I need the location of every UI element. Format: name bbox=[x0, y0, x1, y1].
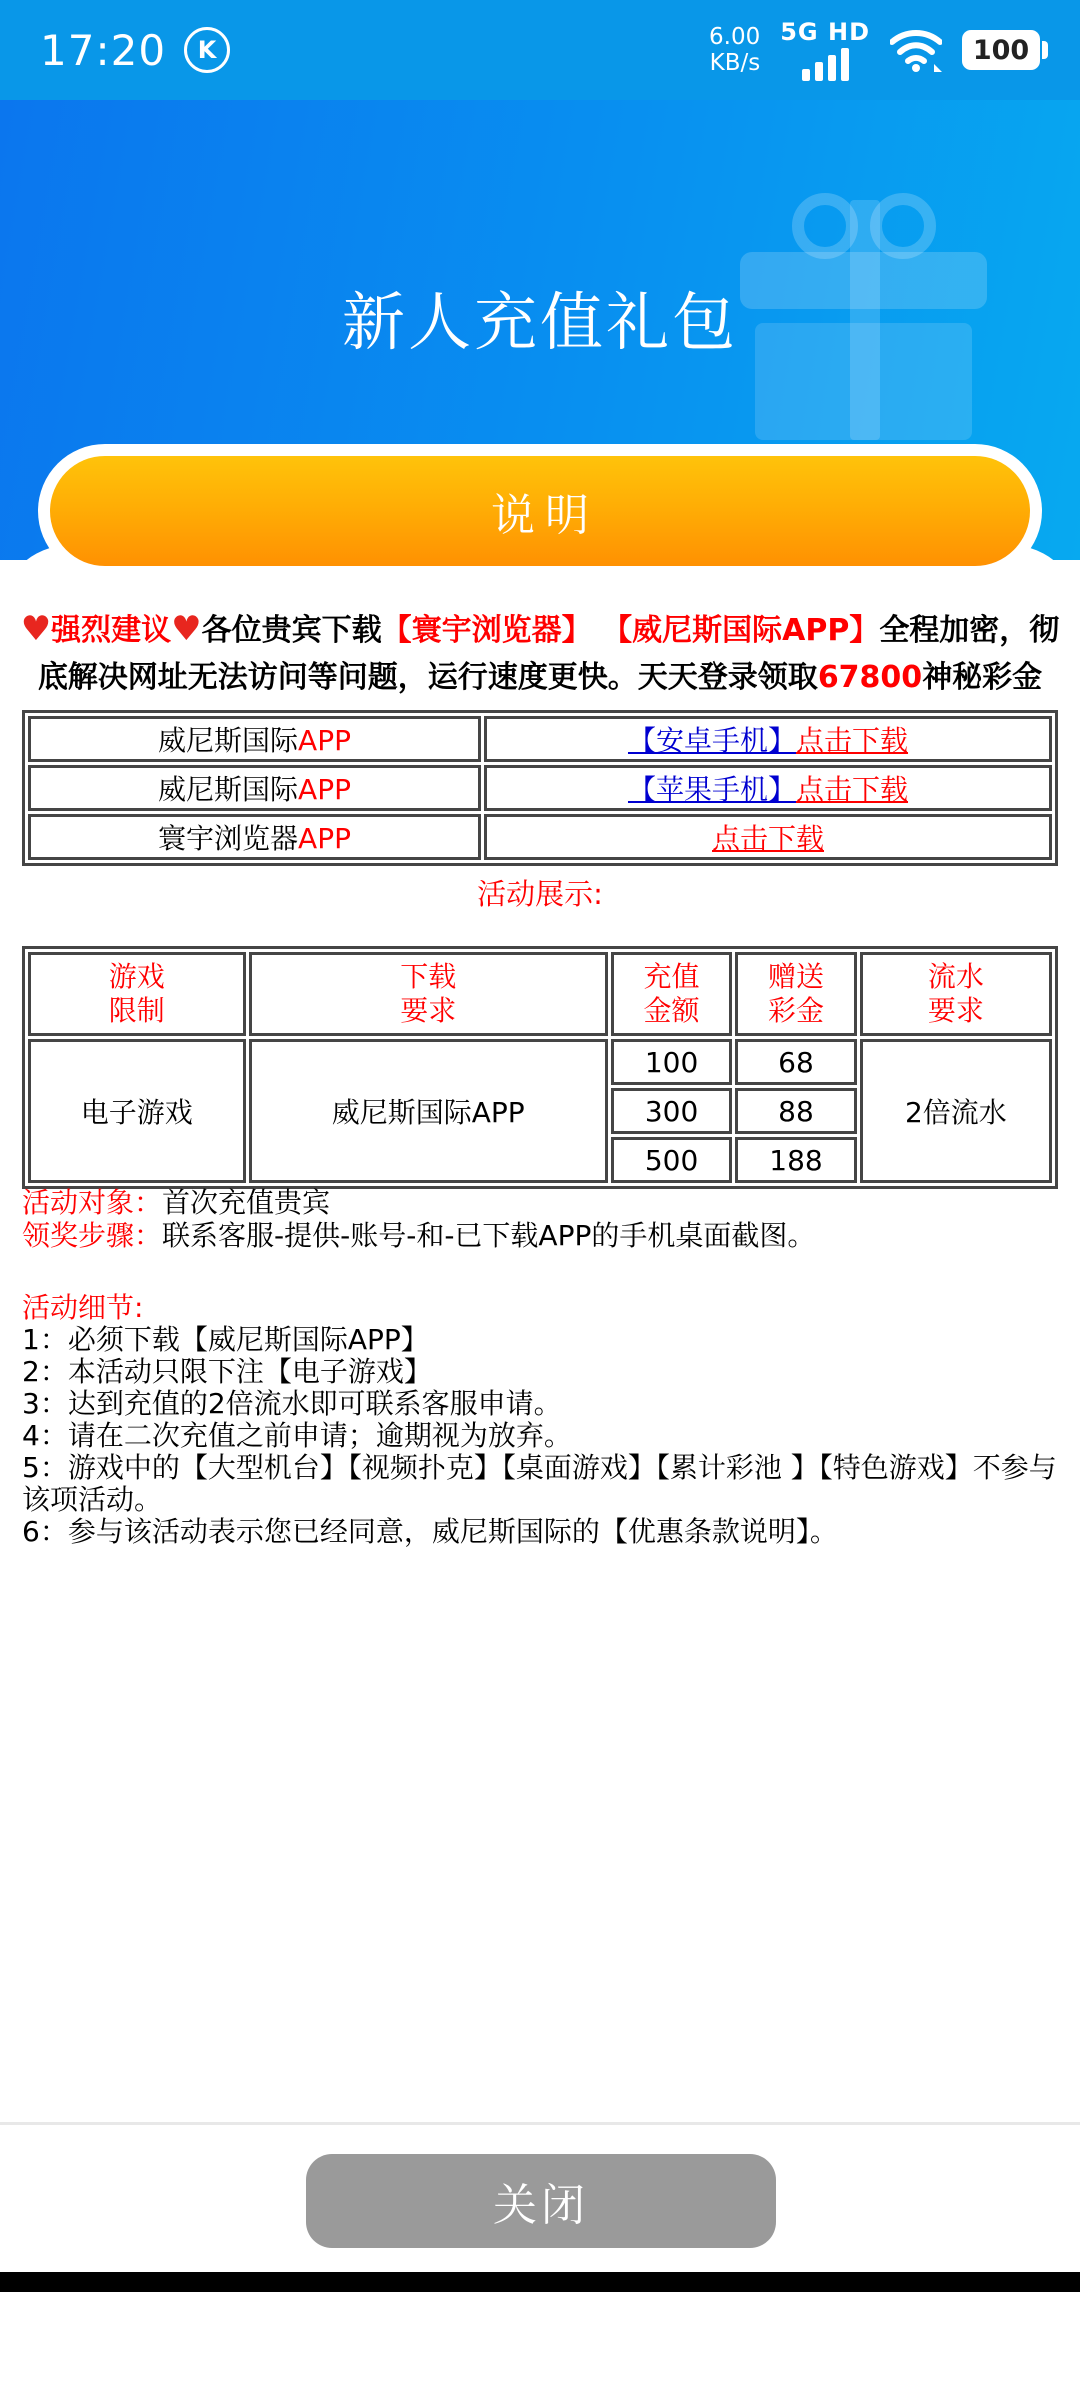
bonus-cell: 188 bbox=[735, 1137, 856, 1183]
divider bbox=[0, 2122, 1080, 2125]
activity-details bbox=[22, 1292, 1064, 1548]
wifi-icon bbox=[890, 28, 942, 72]
signal-bars bbox=[802, 47, 849, 81]
details-label: 活动细节: bbox=[22, 1291, 144, 1324]
status-bar bbox=[0, 0, 1080, 100]
app-name: 威尼斯国际 bbox=[158, 773, 299, 806]
network-hd: HD bbox=[827, 18, 870, 46]
network-type: 5G bbox=[780, 18, 819, 46]
download-link-cell bbox=[484, 814, 1052, 860]
bonus-cell: 68 bbox=[735, 1039, 856, 1085]
download-req-cell: 威尼斯国际APP bbox=[249, 1039, 608, 1183]
advisory-part2: 全程加密，彻底解决网址无法访问等问题，运行速度更快。天天登录领取 bbox=[37, 613, 1060, 695]
signal-bars-icon bbox=[780, 19, 870, 81]
download-link-text: 点击下载 bbox=[712, 822, 825, 855]
app-name-suffix: APP bbox=[298, 773, 351, 806]
bonus-cell: 88 bbox=[735, 1088, 856, 1134]
claim-steps-label: 领奖步骤： bbox=[22, 1219, 163, 1252]
carrier-k-letter: K bbox=[197, 36, 217, 64]
list-item: 3：达到充值的2倍流水即可联系客服申请。 bbox=[22, 1387, 562, 1420]
device-label: 【苹果手机】 bbox=[627, 773, 796, 806]
download-table bbox=[22, 710, 1058, 866]
activity-table-header bbox=[28, 952, 1052, 1036]
activity-info bbox=[22, 1186, 1064, 1252]
activity-show-label: 活动展示: bbox=[477, 877, 603, 911]
header-game-limit: 游戏 限制 bbox=[28, 952, 246, 1036]
list-item: 1：必须下载【威尼斯国际APP】 bbox=[22, 1323, 429, 1356]
download-link-cell bbox=[484, 765, 1052, 811]
heart-icon: ♥ bbox=[171, 609, 202, 649]
header-recharge-amount: 充值 金额 bbox=[611, 952, 732, 1036]
app-name-cell bbox=[28, 814, 481, 860]
download-link-text: 点击下载 bbox=[796, 773, 909, 806]
header-download-req: 下载 要求 bbox=[249, 952, 608, 1036]
table-row bbox=[28, 1039, 1052, 1085]
browser-download-link[interactable] bbox=[712, 822, 824, 855]
activity-target-line bbox=[22, 1186, 1064, 1219]
app-name-suffix: APP bbox=[298, 822, 351, 855]
network-speed-value: 6.00 bbox=[709, 24, 761, 50]
network-type-label bbox=[780, 19, 870, 45]
explain-button[interactable]: 说明 bbox=[50, 456, 1030, 566]
battery-level: 100 bbox=[972, 34, 1030, 66]
advisory-part1: 各位贵宾下载 bbox=[201, 613, 382, 648]
advisory-part3: 神秘彩金 bbox=[922, 660, 1043, 695]
claim-steps-value: 联系客服-提供-账号-和-已下载APP的手机桌面截图。 bbox=[162, 1219, 816, 1252]
download-link-text: 点击下载 bbox=[796, 724, 909, 757]
table-row bbox=[28, 814, 1052, 860]
app-name: 威尼斯国际 bbox=[158, 724, 299, 757]
game-type-cell: 电子游戏 bbox=[28, 1039, 246, 1183]
page-title: 新人充值礼包 bbox=[342, 286, 738, 359]
advisory-emphasis: 强烈建议 bbox=[51, 613, 172, 648]
status-time: 17:20 bbox=[40, 25, 167, 75]
bottom-bar bbox=[0, 2272, 1080, 2292]
flow-req-cell: 2倍流水 bbox=[860, 1039, 1052, 1183]
network-speed-unit: KB/s bbox=[709, 50, 761, 76]
advisory-bonus-amount: 67800 bbox=[817, 660, 923, 695]
device-label: 【安卓手机】 bbox=[627, 724, 796, 757]
advisory-browser-name: 【寰宇浏览器】 bbox=[381, 613, 603, 648]
battery-icon bbox=[962, 30, 1040, 70]
claim-steps-line bbox=[22, 1219, 1064, 1252]
table-row bbox=[28, 765, 1052, 811]
header-bonus: 赠送 彩金 bbox=[735, 952, 856, 1036]
table-row bbox=[28, 716, 1052, 762]
advisory-app-name: 【威尼斯国际APP】 bbox=[602, 613, 880, 648]
list-item: 2：本活动只限下注【电子游戏】 bbox=[22, 1355, 432, 1388]
ios-download-link[interactable] bbox=[628, 773, 908, 806]
app-name-cell bbox=[28, 716, 481, 762]
heart-icon: ♥ bbox=[20, 609, 52, 649]
android-download-link[interactable] bbox=[628, 724, 908, 757]
header-flow-req: 流水 要求 bbox=[860, 952, 1052, 1036]
advisory-text bbox=[20, 606, 1060, 701]
app-name-suffix: APP bbox=[298, 724, 351, 757]
amount-cell: 100 bbox=[611, 1039, 732, 1085]
download-link-cell bbox=[484, 716, 1052, 762]
activity-target-value: 首次充值贵宾 bbox=[162, 1186, 331, 1219]
carrier-k-icon bbox=[184, 27, 230, 73]
amount-cell: 500 bbox=[611, 1137, 732, 1183]
list-item: 5：游戏中的【大型机台】【视频扑克】【桌面游戏】【累计彩池 】【特色游戏】不参与该项活动。 bbox=[22, 1451, 1057, 1516]
activity-target-label: 活动对象： bbox=[22, 1186, 163, 1219]
list-item: 4：请在二次充值之前申请；逾期视为放弃。 bbox=[22, 1419, 572, 1452]
status-right bbox=[709, 19, 1040, 81]
activity-table bbox=[22, 946, 1058, 1189]
explain-button-wrap bbox=[38, 444, 1042, 578]
list-item: 6：参与该活动表示您已经同意，威尼斯国际的【优惠条款说明】。 bbox=[22, 1515, 838, 1548]
network-speed bbox=[709, 24, 760, 76]
app-name-cell bbox=[28, 765, 481, 811]
app-name: 寰宇浏览器 bbox=[158, 822, 299, 855]
close-button[interactable]: 关闭 bbox=[306, 2154, 776, 2248]
status-left bbox=[40, 26, 230, 75]
amount-cell: 300 bbox=[611, 1088, 732, 1134]
